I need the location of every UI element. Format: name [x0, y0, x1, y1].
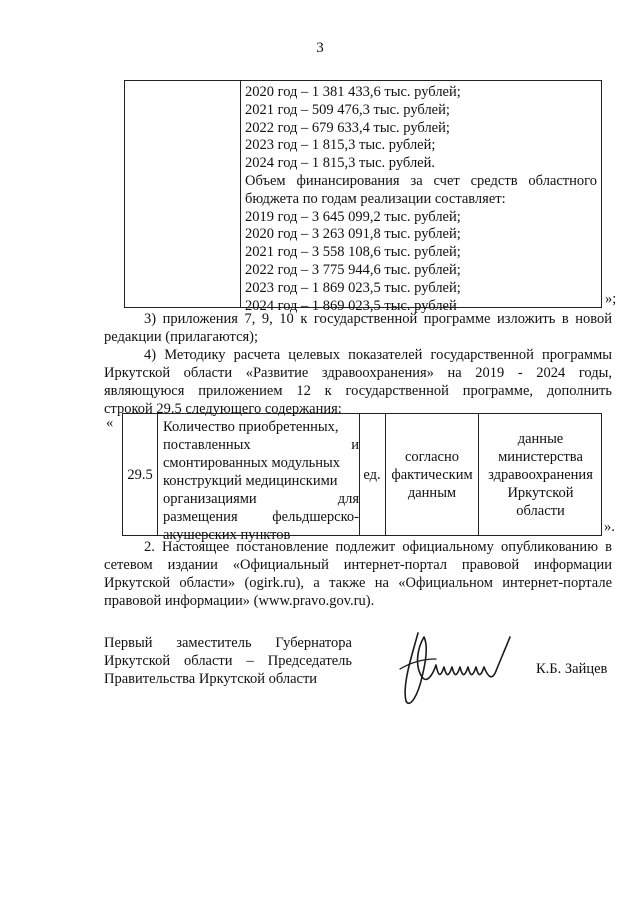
paragraph-4 — [104, 346, 612, 418]
signer-name: К.Б. Зайцев — [536, 661, 608, 677]
method-cell: согласно фактическим данным — [391, 448, 473, 501]
indicator-name — [163, 418, 359, 544]
page-number: 3 — [316, 40, 324, 56]
row-number: 29.5 — [127, 466, 153, 483]
financing-line: бюджета по годам реализации составляет: — [245, 190, 506, 207]
table-column-divider — [240, 81, 241, 307]
opening-quote: « — [106, 415, 114, 431]
signatory-title-line: Правительства Иркутской области — [104, 671, 318, 687]
financing-lines — [245, 84, 597, 315]
financing-line: 2022 год – 3 775 944,6 тыс. рублей; — [245, 261, 461, 278]
paragraph-line: являющуюся приложением 12 к государственной программе, дополнить — [104, 383, 612, 399]
paragraph-line: редакции (прилагаются); — [104, 329, 259, 345]
indicator-name-line: конструкций медицинскими — [163, 473, 338, 489]
financing-line: 2021 год – 3 558 108,6 тыс. рублей; — [245, 244, 461, 261]
financing-line: Объем финансирования за счет средств областного — [245, 172, 597, 189]
indicator-name-line: смонтированных модульных — [163, 455, 341, 471]
closing-quote: ». — [604, 519, 615, 535]
financing-line: 2023 год – 1 815,3 тыс. рублей; — [245, 137, 436, 154]
indicator-name-line: организациями для — [163, 491, 359, 507]
signatory-title-line: Первый заместитель Губернатора — [104, 635, 352, 651]
source-cell: данные министерства здравоохранения Иркутской области — [488, 430, 593, 519]
indicator-name-line: размещения фельдшерско- — [163, 509, 359, 525]
paragraph-line: 4) Методику расчета целевых показателей государственной программы — [144, 347, 612, 363]
paragraph-3 — [104, 310, 612, 346]
financing-line: 2019 год – 3 645 099,2 тыс. рублей; — [245, 208, 461, 225]
handwritten-signature — [388, 625, 528, 710]
indicator-table — [122, 413, 602, 543]
financing-line: 2021 год – 509 476,3 тыс. рублей; — [245, 101, 450, 118]
financing-line: 2023 год – 1 869 023,5 тыс. рублей; — [245, 279, 461, 296]
financing-line: 2024 год – 1 869 023,5 тыс. рублей — [245, 297, 457, 314]
paragraph-line: 2. Настоящее постановление подлежит официальному опубликованию в — [144, 539, 612, 555]
paragraph-line: Иркутской области «Развитие здравоохранения» на 2019 - 2024 годы, — [104, 365, 612, 381]
financing-line: 2024 год – 1 815,3 тыс. рублей. — [245, 155, 436, 172]
indicator-name-line: акушерских пунктов — [163, 527, 291, 543]
paragraph-line: сетевом издании «Официальный интернет-портал правовой информации — [104, 557, 612, 573]
indicator-name-line: Количество приобретенных, — [163, 419, 339, 435]
closing-quote: »; — [605, 291, 617, 307]
table-column-divider — [157, 414, 158, 535]
financing-line: 2022 год – 679 633,4 тыс. рублей; — [245, 119, 450, 136]
paragraph-line: 3) приложения 7, 9, 10 к государственной программе изложить в новой — [144, 311, 612, 327]
indicator-name-line: поставленных и — [163, 437, 359, 453]
financing-table — [124, 80, 602, 314]
financing-line: 2020 год – 3 263 091,8 тыс. рублей; — [245, 226, 461, 243]
paragraph-line: правовой информации» (www.pravo.gov.ru). — [104, 593, 375, 609]
paragraph-line: Иркутской области» (ogirk.ru), а также на «Официальном интернет-портале — [104, 575, 612, 591]
financing-line: 2020 год – 1 381 433,6 тыс. рублей; — [245, 84, 461, 100]
paragraph-2 — [104, 538, 612, 610]
signatory-title-line: Иркутской области – Председатель — [104, 653, 352, 669]
paragraph-line: строкой 29.5 следующего содержания: — [104, 401, 342, 417]
unit-cell: ед. — [363, 466, 381, 483]
signatory-title — [104, 634, 352, 688]
